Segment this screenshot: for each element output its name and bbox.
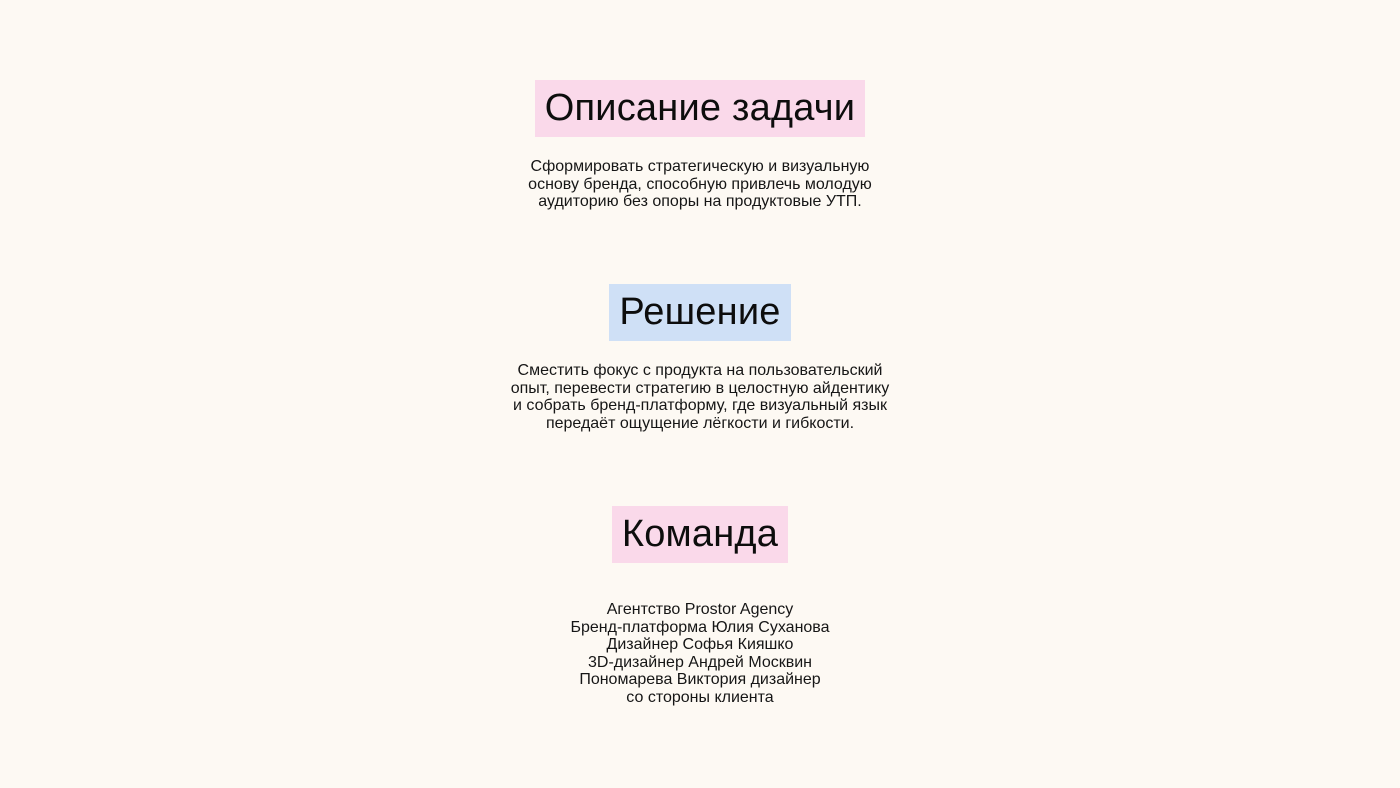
team-heading: Команда [612,506,788,563]
team-section [0,506,1400,707]
team-member: Пономарева Виктория дизайнер [579,671,821,689]
solution-heading: Решение [609,284,790,341]
team-member: 3D-дизайнер Андрей Москвин [587,653,812,671]
solution-line: опыт, перевести стратегию в целостную айдентику [510,379,890,397]
team-list [0,601,1400,707]
task-heading: Описание задачи [535,80,865,137]
task-line: Сформировать стратегическую и визуальную [530,158,870,175]
task-section [0,80,1400,211]
solution-line: и собрать бренд-платформу, где визуальный язык [513,397,887,415]
solution-line: передаёт ощущение лёгкости и гибкости. [545,414,855,432]
team-member: Дизайнер Софья Кияшко [606,636,794,654]
task-line: аудиторию без опоры на продуктовые УТП. [538,193,862,211]
team-member: со стороны клиента [626,688,774,706]
task-description [0,158,1400,211]
team-member: Бренд-платформа Юлия Суханова [570,618,830,636]
team-member: Агентство Prostor Agency [606,601,794,618]
solution-line: Сместить фокус с продукта на пользовательский [517,362,883,379]
task-line: основу бренда, способную привлечь молодую [528,175,872,193]
solution-section [0,284,1400,432]
solution-description [0,362,1400,432]
